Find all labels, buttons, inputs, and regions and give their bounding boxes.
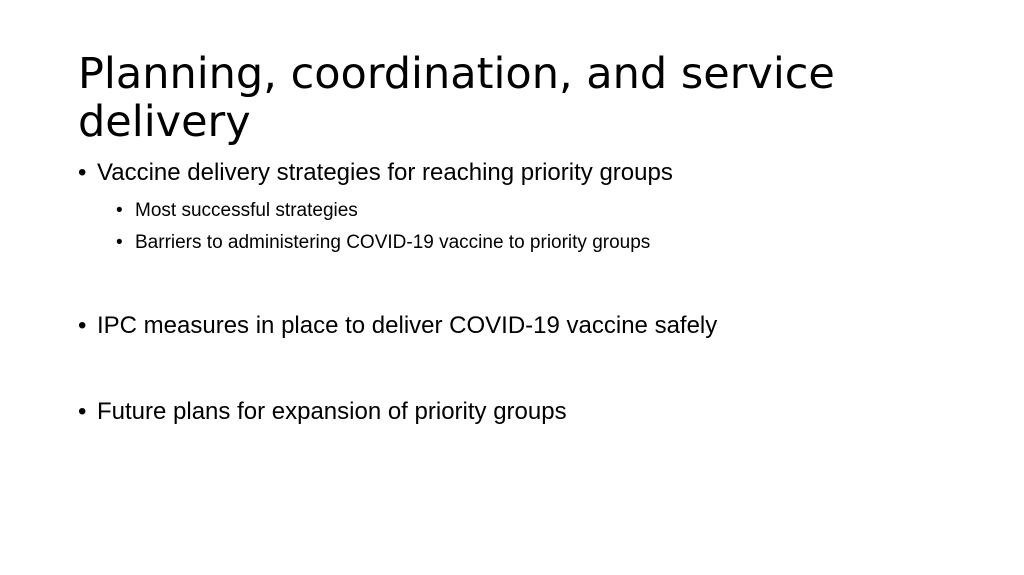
bullet-item [78, 157, 958, 259]
bullet-text: Vaccine delivery strategies for reaching priority groups [97, 159, 673, 186]
bullet-text: Future plans for expansion of priority groups [97, 398, 567, 425]
sub-bullet-list [97, 195, 958, 259]
sub-bullet-item [116, 227, 958, 259]
slide-title: Planning, coordination, and service delivery [78, 49, 835, 147]
sub-bullet-text: Most successful strategies [135, 200, 358, 221]
sub-bullet-item [116, 195, 958, 227]
bullet-text: IPC measures in place to deliver COVID-19 vaccine safely [97, 312, 718, 339]
bullet-item [78, 396, 958, 428]
sub-bullet-text: Barriers to administering COVID-19 vaccine to priority groups [135, 232, 651, 253]
bullet-item [78, 310, 958, 342]
bullet-list [78, 157, 958, 428]
